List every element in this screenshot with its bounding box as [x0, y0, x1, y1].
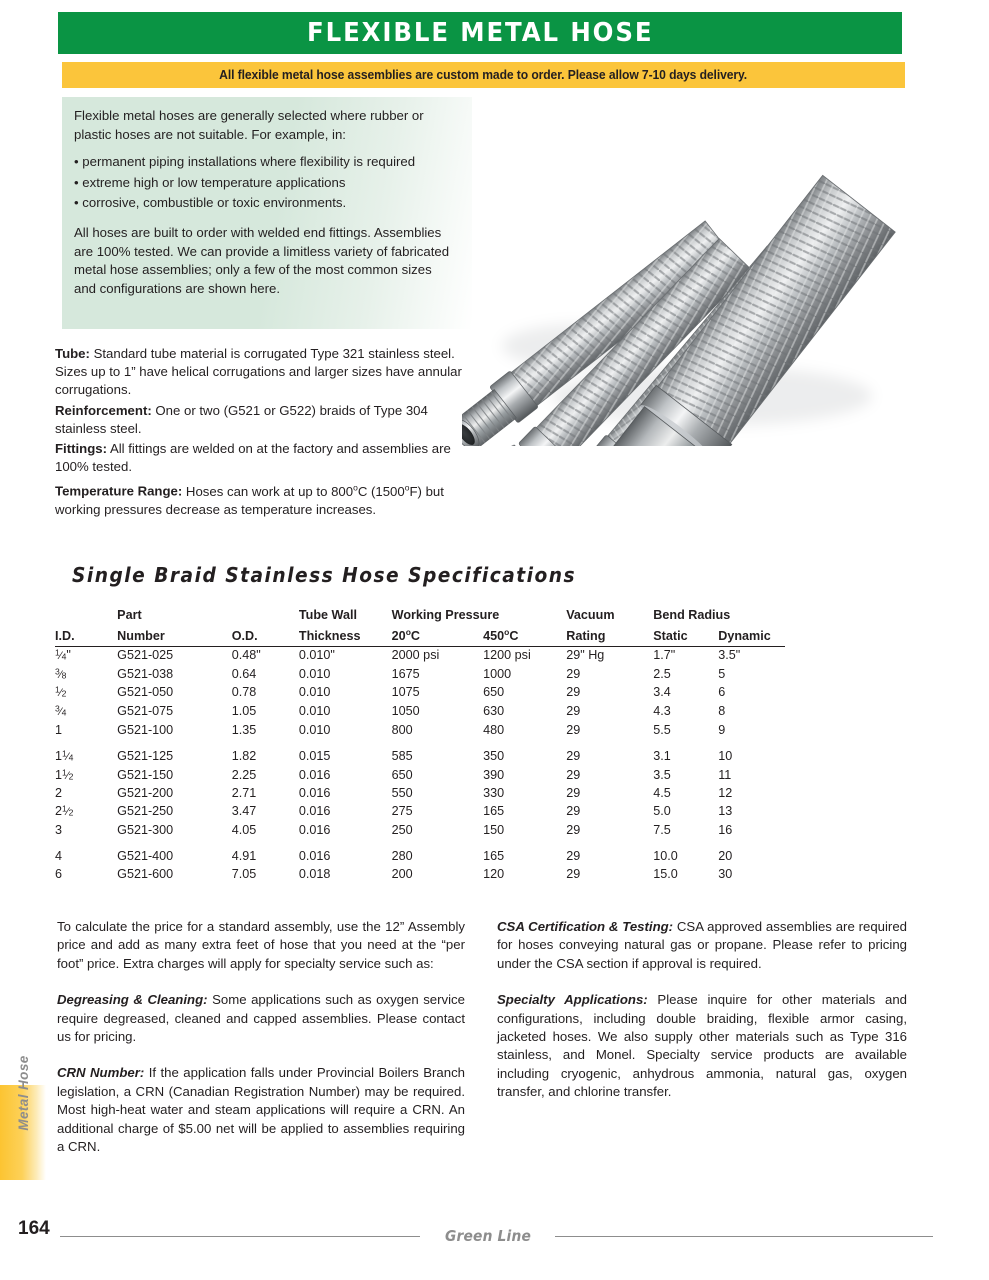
cell-bend-radius-static: 3.4 — [653, 685, 671, 700]
cell-outside-diameter: 7.05 — [231, 866, 257, 881]
intro-bullet-2: • extreme high or low temperature applications — [74, 174, 346, 190]
th-tube-wall: Tube Wall — [298, 608, 357, 622]
crn-text: If the application falls under Provincial Boilers Branch legislation, a CRN (Canadian Registration Number) may be required. Most high-heat water and steam applications will require a CRN. An additional charge of $5.00 net will be applied to assemblies requiring a CRN. — [57, 1065, 466, 1155]
cell-working-pressure-20c: 800 — [391, 722, 413, 737]
cell-wall-thickness: 0.018 — [298, 866, 331, 881]
cell-outside-diameter: 2.71 — [231, 786, 257, 801]
cell-vacuum-rating: 29 — [566, 749, 581, 764]
page-header-banner — [58, 12, 902, 54]
cell-bend-radius-dynamic: 9 — [718, 722, 726, 737]
bottom-left-column — [57, 918, 465, 1174]
cell-bend-radius-static: 7.5 — [653, 822, 671, 837]
spec-tube — [55, 345, 473, 400]
cell-outside-diameter: 0.64 — [231, 666, 257, 681]
cell-inside-diameter: $^3⁄_4$ — [55, 703, 67, 718]
cell-working-pressure-450c: 1000 — [483, 666, 512, 681]
specifications-section-band — [57, 557, 875, 592]
cell-working-pressure-20c: 585 — [391, 749, 413, 764]
csa-label: CSA Certification & Testing: — [497, 919, 674, 934]
spec-reinforcement — [55, 402, 473, 438]
th-bend-static: Static — [653, 625, 718, 647]
cell-bend-radius-static: 5.5 — [653, 722, 671, 737]
cell-working-pressure-20c: 275 — [391, 803, 413, 818]
cell-wall-thickness: 0.010 — [298, 722, 331, 737]
table-row — [55, 767, 785, 786]
cell-bend-radius-static: 10.0 — [653, 849, 678, 864]
custom-order-notice-text: All flexible metal hose assemblies are custom made to order. Please allow 7-10 days delivery. — [219, 68, 748, 82]
cell-working-pressure-20c: 550 — [391, 786, 413, 801]
cell-wall-thickness: 0.010 — [298, 685, 331, 700]
cell-part-number: G521-050 — [117, 685, 174, 700]
bottom-right-column — [497, 918, 907, 1120]
cell-inside-diameter: $1^1⁄_2$ — [55, 767, 74, 782]
table-row — [55, 848, 785, 866]
intro-text-block — [74, 107, 454, 307]
cell-outside-diameter: 1.82 — [231, 749, 257, 764]
custom-order-notice-bar — [62, 62, 905, 88]
th-vacuum: Vacuum — [566, 608, 615, 622]
cell-part-number: G521-075 — [117, 703, 174, 718]
th-od: O.D. — [232, 625, 299, 647]
cell-part-number: G521-200 — [117, 786, 174, 801]
cell-working-pressure-450c: 165 — [483, 849, 505, 864]
csa-text: CSA approved assemblies are required for hoses conveying natural gas or propane. Please refer to pricing under the CSA section if approval is required. — [497, 919, 907, 971]
cell-inside-diameter: 2 — [55, 786, 63, 801]
cell-outside-diameter: 3.47 — [231, 803, 257, 818]
cell-inside-diameter: 3 — [55, 822, 63, 837]
cell-inside-diameter: 6 — [55, 866, 63, 881]
material-specifications-block — [55, 345, 473, 521]
specialty-label: Specialty Applications: — [497, 992, 648, 1008]
footer-rule-left — [60, 1236, 420, 1237]
cell-wall-thickness: 0.015 — [298, 749, 331, 764]
cell-bend-radius-dynamic: 16 — [718, 822, 733, 837]
cell-vacuum-rating: 29 — [566, 866, 581, 881]
crn-label: CRN Number: — [57, 1065, 145, 1081]
cell-vacuum-rating: 29 — [566, 685, 581, 700]
cell-working-pressure-20c: 650 — [391, 767, 413, 782]
cell-wall-thickness: 0.016 — [298, 849, 331, 864]
cell-vacuum-rating: 29 — [566, 822, 581, 837]
page-title: FLEXIBLE METAL HOSE — [306, 18, 654, 48]
th-working-pressure: Working Pressure — [391, 608, 500, 622]
cell-working-pressure-20c: 280 — [391, 849, 413, 864]
cell-working-pressure-450c: 165 — [483, 803, 505, 818]
cell-working-pressure-20c: 1675 — [391, 666, 420, 681]
cell-bend-radius-static: 3.1 — [653, 749, 671, 764]
table-row — [55, 666, 785, 685]
intro-paragraph-2: All hoses are built to order with welded end fittings. Assemblies are 100% tested. We can provide a limitless variety of fabricated metal hose assemblies; only a few of the most common sizes and configurations are shown here. — [74, 224, 450, 296]
cell-bend-radius-static: 4.5 — [653, 786, 671, 801]
cell-inside-diameter: 1 — [55, 722, 63, 737]
cell-part-number: G521-150 — [117, 767, 174, 782]
specialty-paragraph — [497, 991, 907, 1101]
cell-working-pressure-20c: 200 — [391, 866, 413, 881]
cell-working-pressure-450c: 1200 psi — [483, 648, 531, 663]
cell-bend-radius-dynamic: 13 — [718, 803, 733, 818]
th-vacuum-rating: Rating — [566, 625, 653, 647]
th-wp-20c: 20$^o$C — [392, 625, 483, 647]
spec-temperature-label: Temperature Range: — [55, 483, 183, 499]
spec-fittings — [55, 440, 473, 476]
table-row — [55, 822, 785, 840]
cell-working-pressure-20c: 2000 psi — [391, 648, 440, 663]
cell-working-pressure-450c: 390 — [483, 767, 505, 782]
cell-part-number: G521-600 — [117, 866, 174, 881]
cell-wall-thickness: 0.016 — [298, 803, 331, 818]
cell-vacuum-rating: 29 — [566, 767, 581, 782]
spec-tube-text: Standard tube material is corrugated Type 321 stainless steel. Sizes up to 1” have helical corrugations and larger sizes have annular corrugations. — [55, 346, 462, 398]
th-bend-radius: Bend Radius — [653, 608, 731, 622]
cell-outside-diameter: 2.25 — [231, 767, 257, 782]
specialty-text: Please inquire for other materials and configurations, including double braiding, flexible armor casing, jacketed hoses. We also supply other materials such as Type 316 stainless, and Monel. Specialty service products are available including cryogenic, anhydrous ammonia, natural gas, oxygen transfer, and chlorine transfer. — [497, 992, 907, 1100]
cell-working-pressure-450c: 630 — [483, 703, 505, 718]
cell-vacuum-rating: 29 — [566, 666, 581, 681]
intro-bullet-3: • corrosive, combustible or toxic environments. — [74, 195, 347, 211]
table-row — [55, 866, 785, 884]
cell-vacuum-rating: 29 — [566, 786, 581, 801]
cell-working-pressure-450c: 650 — [483, 685, 505, 700]
spec-tube-label: Tube: — [55, 346, 90, 361]
cell-wall-thickness: 0.016 — [298, 786, 331, 801]
cell-bend-radius-dynamic: 20 — [718, 849, 733, 864]
cell-part-number: G521-300 — [117, 822, 174, 837]
page-number: 164 — [18, 1218, 50, 1239]
cell-working-pressure-20c: 250 — [391, 822, 413, 837]
cell-wall-thickness: 0.010" — [298, 648, 335, 663]
cell-wall-thickness: 0.010 — [298, 666, 331, 681]
spec-temperature-text: Hoses can work at up to 800$^o$C (1500$^o$F) but working pressures decrease as temperature increases. — [55, 482, 444, 518]
cell-working-pressure-20c: 1050 — [391, 703, 420, 718]
table-row-spacer — [55, 839, 785, 848]
cell-inside-diameter: $^3⁄_8$ — [55, 666, 67, 681]
cell-bend-radius-dynamic: 30 — [718, 866, 733, 881]
cell-bend-radius-dynamic: 11 — [718, 767, 732, 782]
table-row — [55, 748, 785, 767]
cell-bend-radius-static: 15.0 — [653, 866, 678, 881]
th-blank-2 — [232, 608, 299, 625]
degreasing-paragraph — [57, 991, 465, 1046]
cell-part-number: G521-038 — [117, 666, 174, 681]
cell-outside-diameter: 0.48" — [231, 648, 261, 663]
footer-rule-right — [555, 1236, 933, 1237]
th-thickness: Thickness — [299, 625, 392, 647]
cell-vacuum-rating: 29 — [566, 849, 581, 864]
cell-part-number: G521-100 — [117, 722, 174, 737]
cell-working-pressure-450c: 480 — [483, 722, 505, 737]
table-row — [55, 703, 785, 722]
footer-brand: Green Line — [444, 1227, 532, 1245]
flexible-metal-hose-photo — [462, 96, 902, 446]
cell-bend-radius-dynamic: 6 — [718, 685, 726, 700]
spec-reinforcement-text: One or two (G521 or G522) braids of Type 304 stainless steel. — [55, 402, 428, 436]
cell-wall-thickness: 0.016 — [298, 767, 331, 782]
specifications-section-title: Single Braid Stainless Hose Specifications — [72, 563, 577, 587]
cell-outside-diameter: 4.05 — [231, 822, 257, 837]
cell-bend-radius-dynamic: 12 — [718, 786, 733, 801]
cell-outside-diameter: 0.78 — [231, 685, 257, 700]
table-row — [55, 722, 785, 740]
th-bend-dynamic: Dynamic — [718, 625, 785, 647]
th-blank-1 — [55, 608, 117, 625]
single-braid-specifications-table — [55, 608, 785, 883]
spec-reinforcement-label: Reinforcement: — [55, 402, 152, 418]
degreasing-label: Degreasing & Cleaning: — [57, 992, 208, 1008]
cell-outside-diameter: 4.91 — [231, 849, 257, 864]
cell-outside-diameter: 1.05 — [231, 703, 257, 718]
cell-bend-radius-static: 4.3 — [653, 703, 671, 718]
cell-part-number: G521-250 — [117, 803, 174, 818]
cell-bend-radius-static: 2.5 — [653, 666, 671, 681]
degreasing-text: Some applications such as oxygen service require degreased, cleaned and capped assemblies. Please contact us for pricing. — [57, 992, 465, 1045]
intro-bullet-1: • permanent piping installations where flexibility is required — [74, 154, 416, 170]
cell-inside-diameter: $^1⁄_4$" — [55, 647, 71, 663]
cell-working-pressure-450c: 350 — [483, 749, 505, 764]
crn-paragraph — [57, 1064, 465, 1156]
cell-vacuum-rating: 29 — [566, 703, 581, 718]
th-id: I.D. — [55, 625, 117, 647]
intro-paragraph-1: Flexible metal hoses are generally selected where rubber or plastic hoses are not suitable. For example, in: — [74, 108, 424, 142]
cell-working-pressure-20c: 1075 — [391, 685, 420, 700]
cell-working-pressure-450c: 150 — [483, 822, 505, 837]
cell-bend-radius-dynamic: 5 — [718, 666, 726, 681]
cell-bend-radius-static: 1.7" — [653, 648, 676, 663]
cell-bend-radius-dynamic: 3.5" — [718, 648, 741, 663]
table-row — [55, 785, 785, 803]
table-header — [55, 608, 785, 647]
cell-working-pressure-450c: 120 — [483, 866, 505, 881]
section-thumb-tab-label: Metal Hose — [16, 1055, 31, 1131]
cell-inside-diameter: $2^1⁄_2$ — [55, 803, 74, 818]
cell-vacuum-rating: 29" Hg — [566, 648, 605, 663]
table-row — [55, 803, 785, 822]
cell-part-number: G521-125 — [117, 749, 174, 764]
cell-bend-radius-static: 5.0 — [653, 803, 671, 818]
table-row-spacer — [55, 739, 785, 748]
cell-vacuum-rating: 29 — [566, 803, 581, 818]
cell-part-number: G521-400 — [117, 849, 174, 864]
cell-inside-diameter: 4 — [55, 849, 63, 864]
cell-wall-thickness: 0.016 — [298, 822, 331, 837]
spec-temperature-range — [55, 478, 473, 519]
cell-inside-diameter: $^1⁄_2$ — [55, 684, 67, 700]
cell-bend-radius-dynamic: 10 — [718, 749, 733, 764]
th-part-number: Number — [117, 625, 232, 647]
spec-fittings-text: All fittings are welded on at the factory and assemblies are 100% tested. — [55, 441, 451, 475]
table-row — [55, 684, 785, 703]
table-row — [55, 647, 785, 666]
csa-paragraph — [497, 918, 907, 973]
cell-bend-radius-dynamic: 8 — [718, 703, 726, 718]
cell-working-pressure-450c: 330 — [483, 786, 505, 801]
pricing-paragraph: To calculate the price for a standard assembly, use the 12” Assembly price and add as many extra feet of hose that you need at the “per foot” price. Extra charges will apply for specialty service such as: — [57, 919, 465, 971]
th-wp-450c: 450$^o$C — [483, 625, 566, 647]
cell-bend-radius-static: 3.5 — [653, 767, 671, 782]
cell-inside-diameter: $1^1⁄_4$ — [55, 748, 74, 764]
cell-part-number: G521-025 — [117, 648, 174, 663]
table-body — [55, 647, 785, 884]
cell-outside-diameter: 1.35 — [231, 722, 257, 737]
spec-fittings-label: Fittings: — [55, 441, 108, 457]
cell-wall-thickness: 0.010 — [298, 703, 331, 718]
th-part: Part — [117, 608, 142, 622]
cell-vacuum-rating: 29 — [566, 722, 581, 737]
